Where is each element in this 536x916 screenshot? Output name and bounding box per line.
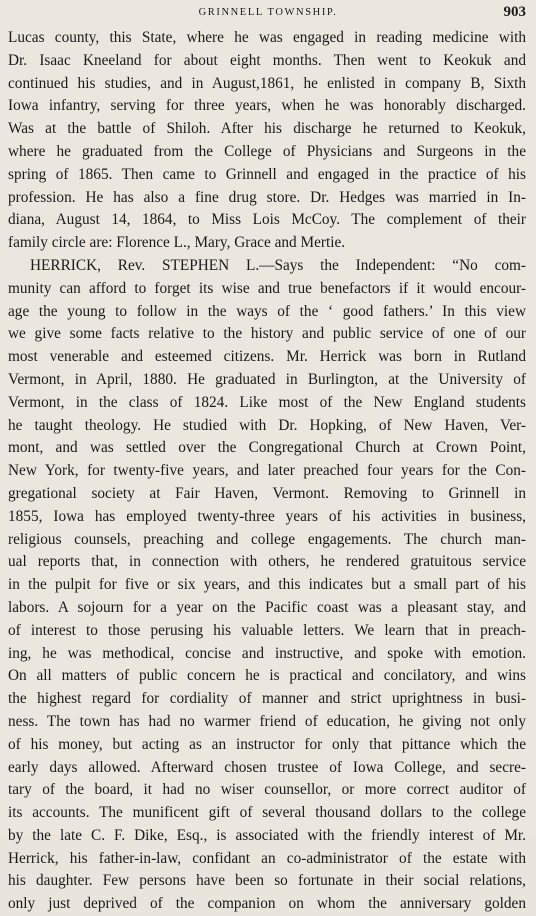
text-line: early days allowed. Afterward chosen trustee of Iowa College, and secre- [8,758,526,776]
text-line: religious counsels, preaching and college engagements. The church man- [8,530,526,548]
text-line: 1855, Iowa has employed twenty-three years of his activities in business, [8,507,526,525]
text-line: of interest to those perusing his valuable letters. We learn that in preach- [8,621,526,639]
text-line: he taught theology. He studied with Dr. Hopking, of New Haven, Ver- [8,416,526,434]
text-line: its accounts. The munificent gift of several thousand dollars to the college [8,804,526,822]
text-line: tary of the board, it had no wiser counsellor, or more correct auditor of [8,781,526,799]
text-line: Vermont, in the class of 1824. Like most of the New England students [8,393,526,411]
text-line: Was at the battle of Shiloh. After his discharge he returned to Keokuk, [8,120,526,138]
text-line: most venerable and esteemed citizens. Mr. Herrick was born in Rutland [8,348,526,366]
text-line: Vermont, in April, 1880. He graduated in Burlington, at the University of [8,370,526,388]
running-title: GRINNELL TOWNSHIP. [198,7,338,18]
text-line: where he graduated from the College of Physicians and Surgeons in the [8,142,526,160]
text-line: profession. He has also a fine drug store. Dr. Hedges was married in In- [8,188,526,206]
page-number: 903 [503,4,526,20]
text-line: Iowa infantry, serving for three years, when he was honorably discharged. [8,97,526,115]
text-line: Lucas county, this State, where he was engaged in reading medicine with [8,29,526,46]
text-line: continued his studies, and in August,1861, he enlisted in company B, Sixth [8,74,526,92]
text-line: mont, and was settled over the Congregational Church at Crown Point, [8,439,526,457]
text-line: gregational society at Fair Haven, Vermont. Removing to Grinnell in [8,484,526,502]
text-line: On all matters of public concern he is practical and concilatory, and wins [8,667,526,685]
page-header [0,4,536,24]
text-line: labors. A sojourn for a year on the Pacific coast was a pleasant stay, and [8,598,526,616]
text-line: ing, he was methodical, concise and instructive, and spoke with emotion. [8,644,526,662]
text-line: we give some facts relative to the history and public service of one of our [8,325,526,343]
entry-heading-line: HERRICK, Rev. STEPHEN L.—Says the Independent: “No com- [30,256,526,274]
text-line: diana, August 14, 1864, to Miss Lois McCoy. The complement of their [8,211,526,229]
text-line: by the late C. F. Dike, Esq., is associated with the friendly interest of Mr. [8,826,526,844]
text-line: munity can afford to forget its wise and true benefactors if it would encour- [8,279,526,297]
text-line: family circle are: Florence L., Mary, Grace and Mertie. [8,234,346,252]
body-text [8,27,526,916]
text-line: Dr. Isaac Kneeland for about eight months. Then went to Keokuk and [8,51,526,69]
text-line: ness. The town has had no warmer friend of education, he giving not only [8,712,526,730]
text-line: age the young to follow in the ways of the ‘ good fathers.’ In this view [8,302,526,320]
text-line: the highest regard for cordiality of manner and strict uprightness in busi- [8,690,526,708]
text-line: Herrick, his father-in-law, confidant an co-administrator of the estate with [8,849,526,867]
text-line: of his money, but acting as an instructor for only that pittance which the [8,735,526,753]
text-line: only just deprived of the companion on whom the anniversary golden [8,895,526,913]
text-line: New York, for twenty-five years, and later preached four years for the Con- [8,462,526,480]
text-line: spring of 1865. Then came to Grinnell and engaged in the practice of his [8,165,526,183]
text-line: his daughter. Few persons have been so fortunate in their social relations, [8,872,526,890]
text-line: in the pulpit for five or six years, and this indicates but a small part of his [8,576,526,594]
text-line: ual reports that, in connection with others, he rendered gratuitous service [8,553,526,571]
